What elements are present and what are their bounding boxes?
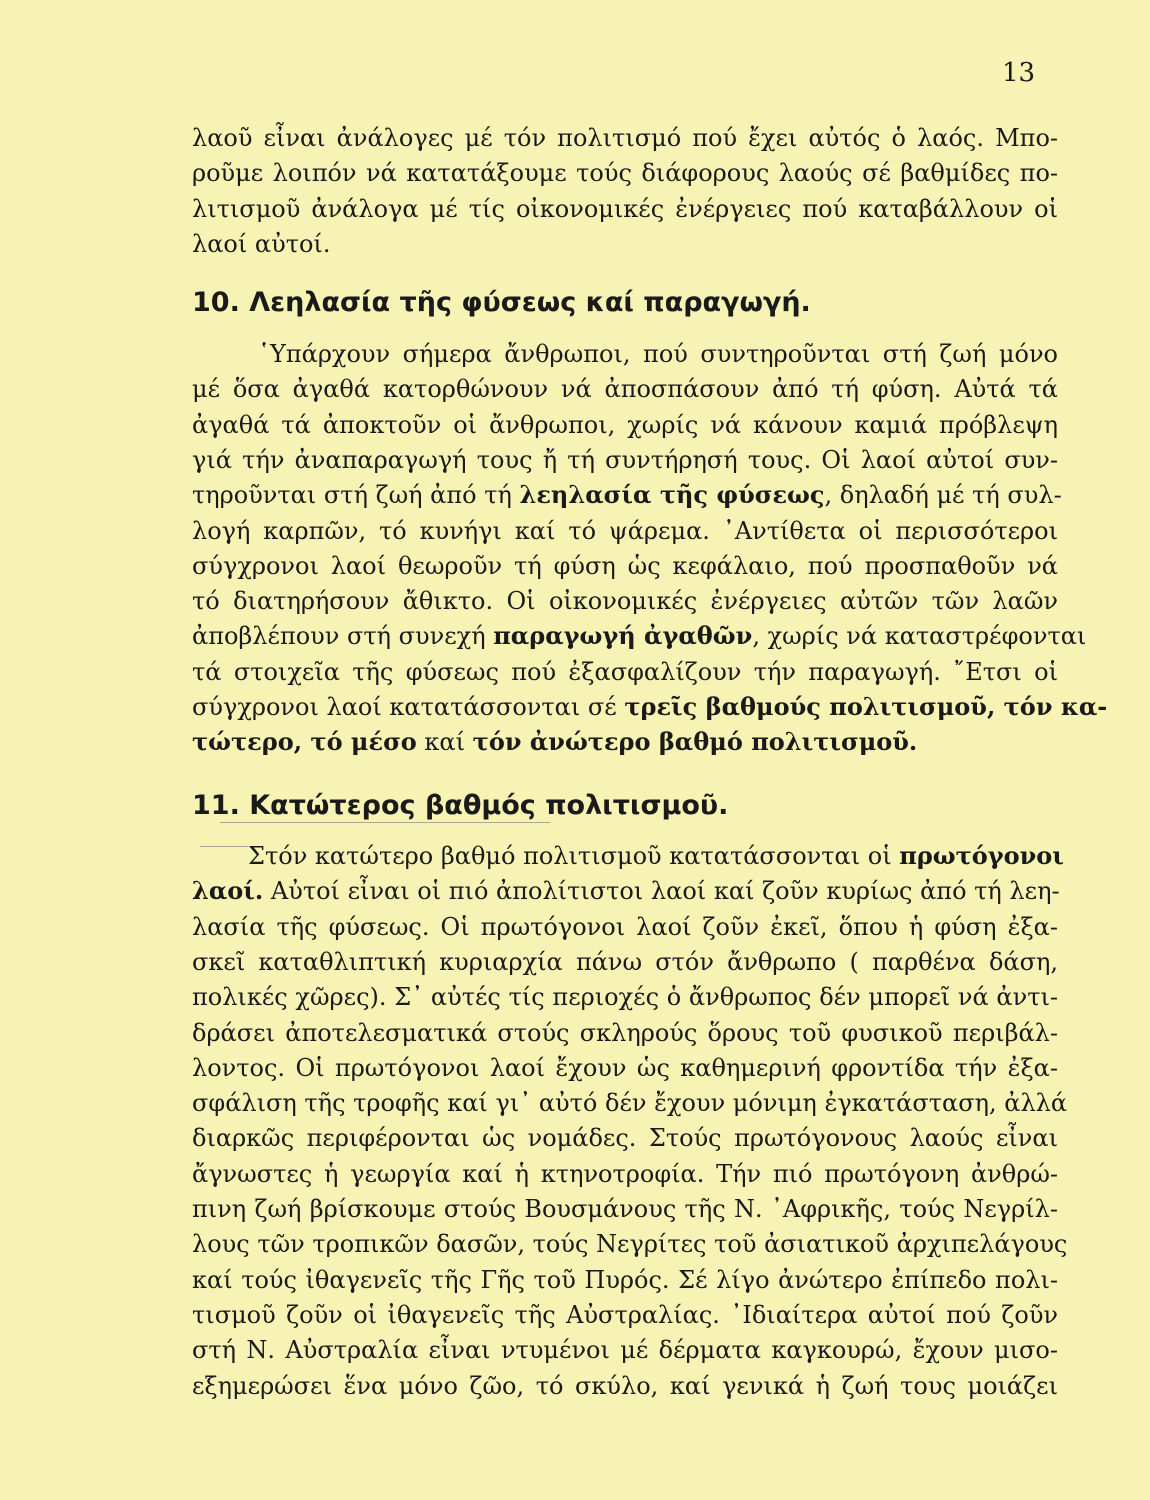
text-run: εξημερώσει ἕνα μόνο ζῶο, τό σκύλο, καί γενικά ἡ ζωή τους μοιάζει (192, 1371, 1058, 1400)
text-line (192, 513, 1058, 549)
text-line (192, 371, 1058, 407)
text-line (192, 583, 1058, 619)
pencil-margin-mark (200, 846, 248, 847)
text-run: , χωρίς νά καταστρέφονται (752, 622, 1087, 651)
text-run: Στόν κατώτερο βαθμό πολιτισμοῦ κατατάσσονται οἱ (248, 842, 900, 870)
page-number: 13 (1002, 58, 1036, 88)
text-run: λους τῶν τροπικῶν δασῶν, τούς Νεγρίτες τοῦ ἀσιατικοῦ ἀρχιπελάγους (192, 1230, 1068, 1259)
text-run: καί τούς ἰθαγενεῖς τῆς Γῆς τοῦ Πυρός. Σέ λίγο ἀνώτερο ἐπίπεδο πολι- (192, 1265, 1058, 1294)
text-line (192, 654, 1058, 690)
text-line (192, 1332, 1058, 1368)
text-line (192, 909, 1058, 945)
text-line (192, 477, 1062, 513)
text-line (258, 336, 1058, 372)
text-run: λασία τῆς φύσεως. Οἱ πρωτόγονοι λαοί ζοῦν ἐκεῖ, ὅπου ἡ φύση ἐξα- (192, 912, 1058, 941)
text-line (192, 1085, 1068, 1121)
text-line (192, 1015, 1058, 1051)
text-line (192, 442, 1058, 478)
text-run: σύγχρονοι λαοί κατατάσσονται σέ (192, 693, 625, 721)
text-line: λιτισμοῦ ἀνάλογα μέ τίς οἰκονομικές ἐνέργειες πού καταβάλλουν οἱ (192, 194, 1058, 223)
section-10-heading: 10. Λεηλασία τῆς φύσεως καί παραγωγή. (192, 287, 811, 318)
text-run: διαρκῶς περιφέρονται ὡς νομάδες. Στούς πρωτόγονους λαούς εἶναι (192, 1124, 1058, 1153)
text-line (192, 944, 1058, 980)
text-line (192, 1368, 1058, 1404)
pencil-underline-mark (220, 822, 550, 823)
bold-term: τρεῖς βαθμούς πολιτισμοῦ, τόν κα- (624, 692, 1108, 721)
text-run: λογή καρπῶν, τό κυνήγι καί τό ψάρεμα. ᾿Αντίθετα οἱ περισσότεροι (192, 516, 1058, 545)
text-run: τό διατηρήσουν ἄθικτο. Οἱ οἰκονομικές ἐνέργειες αὐτῶν τῶν λαῶν (192, 587, 1058, 616)
text-run: πολικές χῶρες). Σ᾿ αὐτές τίς περιοχές ὁ ἄνθρωπος δέν μπορεῖ νά ἀντι- (192, 983, 1058, 1012)
text-line: λαοῦ εἶναι ἀνάλογες μέ τόν πολιτισμό πού ἔχει αὐτός ὁ λαός. Μπο- (192, 124, 1058, 152)
text-run: γιά τήν ἀναπαραγωγή τους ἤ τή συντήρησή τους. Οἱ λαοί αὐτοί συν- (192, 445, 1058, 474)
text-run: τά στοιχεῖα τῆς φύσεως πού ἐξασφαλίζουν τήν παραγωγή. ῎Ετσι οἱ (192, 657, 1058, 686)
text-run: ἀγαθά τά ἀποκτοῦν οἱ ἄνθρωποι, χωρίς νά κάνουν καμιά πρόβλεψη (192, 410, 1058, 439)
text-line (192, 407, 1058, 443)
bold-term: τώτερο, τό μέσο (192, 727, 417, 757)
text-line (192, 1191, 1058, 1227)
text-line (192, 873, 1058, 909)
text-line (192, 1297, 1058, 1333)
bold-term: λαοί. (192, 876, 264, 906)
bold-term: λεηλασία τῆς φύσεως (519, 480, 825, 510)
text-line (192, 689, 1108, 725)
text-run: δράσει ἀποτελεσματικά στούς σκληρούς ὅρους τοῦ φυσικοῦ περιβάλ- (192, 1018, 1058, 1047)
section-11-heading: 11. Κατώτερος βαθμός πολιτισμοῦ. (192, 790, 729, 821)
text-line: ροῦμε λοιπόν νά κατατάξουμε τούς διάφορους λαούς σέ βαθμίδες πο- (192, 159, 1058, 188)
text-line (192, 1226, 1068, 1262)
text-line (192, 1120, 1058, 1156)
text-line (192, 1156, 1058, 1192)
text-line (248, 838, 1064, 874)
text-line (192, 1262, 1058, 1298)
text-run: Αὐτοί εἶναι οἱ πιό ἀπολίτιστοι λαοί καί ζοῦν κυρίως ἀπό τή λεη- (263, 877, 1060, 906)
text-line: λαοί αὐτοί. (192, 229, 331, 258)
text-run: τισμοῦ ζοῦν οἱ ἰθαγενεῖς τῆς Αὐστραλίας. ᾿Ιδιαίτερα αὐτοί πού ζοῦν (192, 1300, 1058, 1329)
text-run: , δηλαδή μέ τή συλ- (824, 481, 1062, 510)
text-run: μέ ὅσα ἀγαθά κατορθώνουν νά ἀποσπάσουν ἀπό τή φύση. Αὐτά τά (192, 375, 1058, 404)
text-run: σκεῖ καταθλιπτική κυριαρχία πάνω στόν ἄνθρωπο ( παρθένα δάση, (192, 947, 1058, 976)
text-run: πινη ζωή βρίσκουμε στούς Βουσμάνους τῆς Ν. ᾿Αφρικῆς, τούς Νεγρίλ- (192, 1195, 1058, 1223)
text-run: ῾Υπάρχουν σήμερα ἄνθρωποι, πού συντηροῦνται στή ζωή μόνο (258, 340, 1058, 368)
bold-term: πρωτόγονοι (899, 841, 1064, 870)
text-line (192, 724, 917, 760)
text-run: καί (416, 728, 473, 757)
text-line (192, 1050, 1058, 1086)
text-run: στή Ν. Αὐστραλία εἶναι ντυμένοι μέ δέρματα καγκουρώ, ἔχουν μισο- (192, 1336, 1058, 1365)
bold-term: τόν ἀνώτερο βαθμό πολιτισμοῦ. (472, 727, 918, 757)
text-line (192, 618, 1087, 654)
text-run: σύγχρονοι λαοί θεωροῦν τή φύση ὡς κεφάλαιο, πού προσπαθοῦν νά (192, 551, 1058, 580)
text-run: ἀποβλέπουν στή συνεχή (192, 622, 494, 651)
text-run: λοντος. Οἱ πρωτόγονοι λαοί ἔχουν ὡς καθημερινή φροντίδα τήν ἐξα- (192, 1053, 1058, 1082)
text-run: ἄγνωστες ἡ γεωργία καί ἡ κτηνοτροφία. Τήν πιό πρωτόγονη ἀνθρώ- (192, 1159, 1058, 1188)
bold-term: παραγωγή ἀγαθῶν (493, 621, 753, 651)
text-run: σφάλιση τῆς τροφῆς καί γι᾿ αὐτό δέν ἔχουν μόνιμη ἐγκατάσταση, ἀλλά (192, 1089, 1068, 1118)
text-run: τηροῦνται στή ζωή ἀπό τή (192, 481, 520, 510)
text-line (192, 979, 1058, 1015)
text-line (192, 548, 1058, 584)
